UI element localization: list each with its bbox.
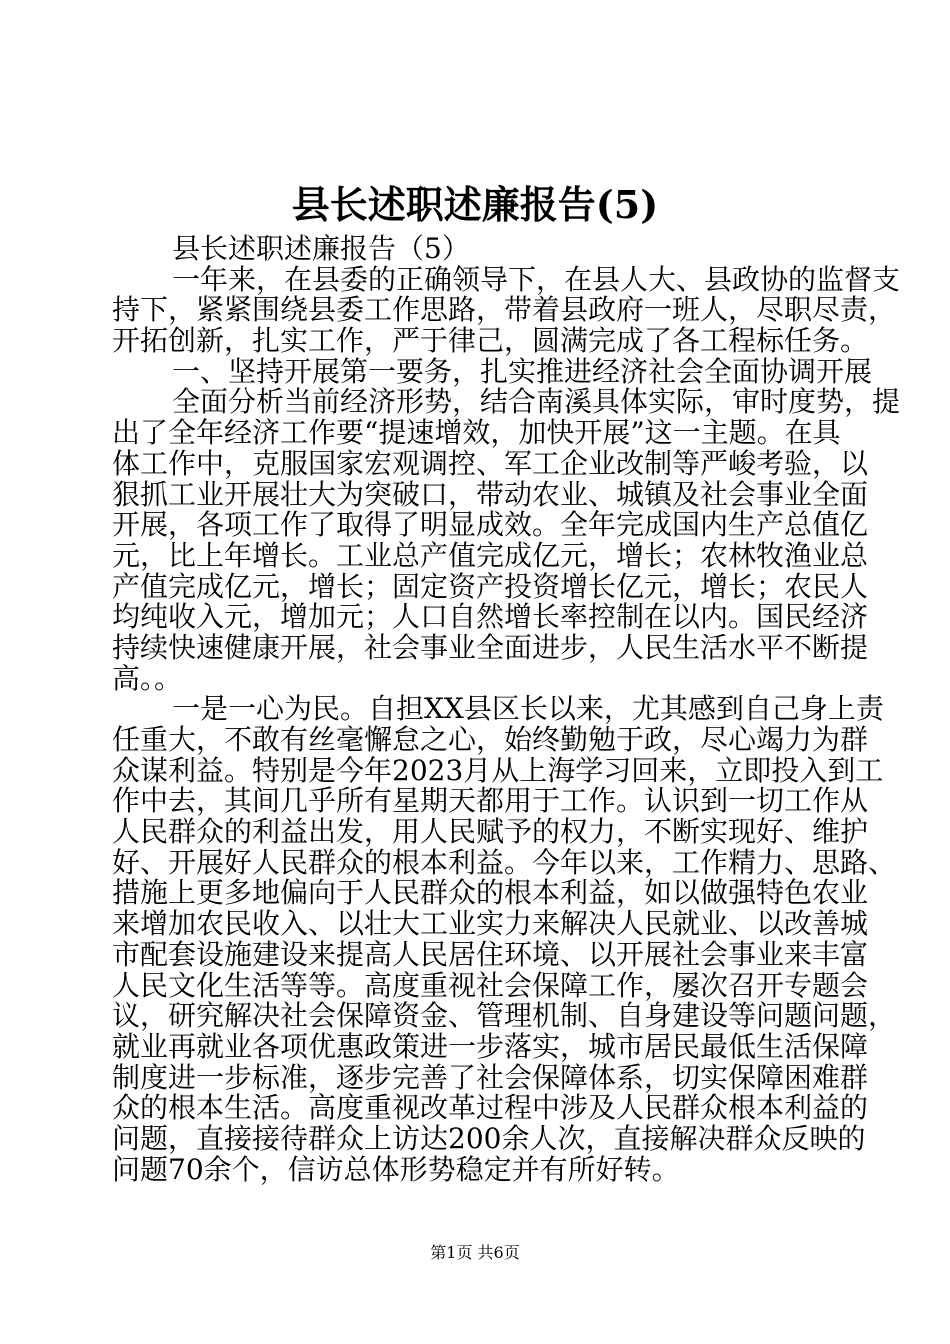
text-line: 县长述职述廉报告（5） bbox=[172, 232, 470, 265]
text-line: 任重大，不敢有丝毫懈怠之心，始终勤勉于政，尽心竭力为群 bbox=[112, 723, 869, 756]
text-line: 人民群众的利益出发，用人民赋予的权力，不断实现好、维护 bbox=[112, 815, 869, 849]
text-line: 众谋利益。特别是今年2023月从上海学习回来，立即投入到工 bbox=[112, 753, 884, 787]
text-line: 产值完成亿元，增长；固定资产投资增长亿元，增长；农民人 bbox=[112, 569, 869, 603]
text-line: 一是一心为民。自担XX县区长以来，尤其感到自己身上责 bbox=[172, 692, 884, 726]
text-line: 一年来，在县委的正确领导下，在县人大、县政协的监督支 bbox=[172, 262, 901, 296]
text-line: 市配套设施建设来提高人民居住环境、以开展社会事业来丰富 bbox=[112, 937, 869, 971]
text-line: 一、坚持开展第一要务，扎实推进经济社会全面协调开展 bbox=[172, 354, 873, 388]
text-line: 作中去，其间几乎所有星期天都用于工作。认识到一切工作从 bbox=[112, 784, 869, 818]
text-line: 人民文化生活等等。高度重视社会保障工作，屡次召开专题会 bbox=[112, 968, 869, 1002]
text-line: 狠抓工业开展壮大为突破口，带动农业、城镇及社会事业全面 bbox=[112, 477, 869, 511]
text-line: 出了全年经济工作要“提速增效，加快开展”这一主题。在具 bbox=[112, 416, 841, 450]
text-line: 持下，紧紧围绕县委工作思路，带着县政府一班人，尽职尽责， bbox=[112, 293, 897, 327]
text-line: 元，比上年增长。工业总产值完成亿元，增长；农林牧渔业总 bbox=[112, 538, 869, 572]
page-footer: 第1页 共6页 bbox=[430, 1243, 520, 1262]
document-body bbox=[112, 232, 901, 1186]
text-line: 开拓创新，扎实工作，严于律己，圆满完成了各工程标任务。 bbox=[112, 324, 869, 358]
text-line: 全面分析当前经济形势，结合南溪具体实际，审时度势，提 bbox=[172, 385, 901, 419]
text-line: 体工作中，克服国家宏观调控、军工企业改制等严峻考验，以 bbox=[112, 446, 869, 480]
text-line: 制度进一步标准，逐步完善了社会保障体系，切实保障困难群 bbox=[112, 1060, 869, 1094]
text-line: 议，研究解决社会保障资金、管理机制、自身建设等问题问题， bbox=[112, 999, 897, 1033]
paragraph bbox=[112, 385, 901, 695]
document-title: 县长述职述廉报告(5) bbox=[291, 182, 659, 227]
paragraph bbox=[112, 354, 873, 388]
text-line: 问题，直接接待群众上访达200余人次，直接解决群众反映的 bbox=[112, 1121, 866, 1155]
paragraph bbox=[112, 262, 901, 358]
text-line: 众的根本生活。高度重视改革过程中涉及人民群众根本利益的 bbox=[112, 1091, 869, 1125]
text-line: 就业再就业各项优惠政策进一步落实，城市居民最低生活保障 bbox=[112, 1029, 869, 1063]
text-line: 高。。 bbox=[112, 661, 183, 695]
text-line: 持续快速健康开展，社会事业全面进步，人民生活水平不断提 bbox=[112, 630, 869, 664]
text-line: 问题70余个，信访总体形势稳定并有所好转。 bbox=[112, 1152, 680, 1186]
text-line: 开展，各项工作了取得了明显成效。全年完成国内生产总值亿 bbox=[112, 508, 869, 542]
paragraph bbox=[112, 234, 840, 265]
text-line: 来增加农民收入、以壮大工业实力来解决人民就业、以改善城 bbox=[112, 907, 869, 941]
paragraph bbox=[112, 692, 897, 1186]
text-line: 均纯收入元，增加元；人口自然增长率控制在以内。国民经济 bbox=[112, 600, 869, 634]
text-line: 好、开展好人民群众的根本利益。今年以来，工作精力、思路、 bbox=[112, 845, 897, 879]
text-line: 措施上更多地偏向于人民群众的根本利益，如以做强特色农业 bbox=[112, 876, 869, 910]
